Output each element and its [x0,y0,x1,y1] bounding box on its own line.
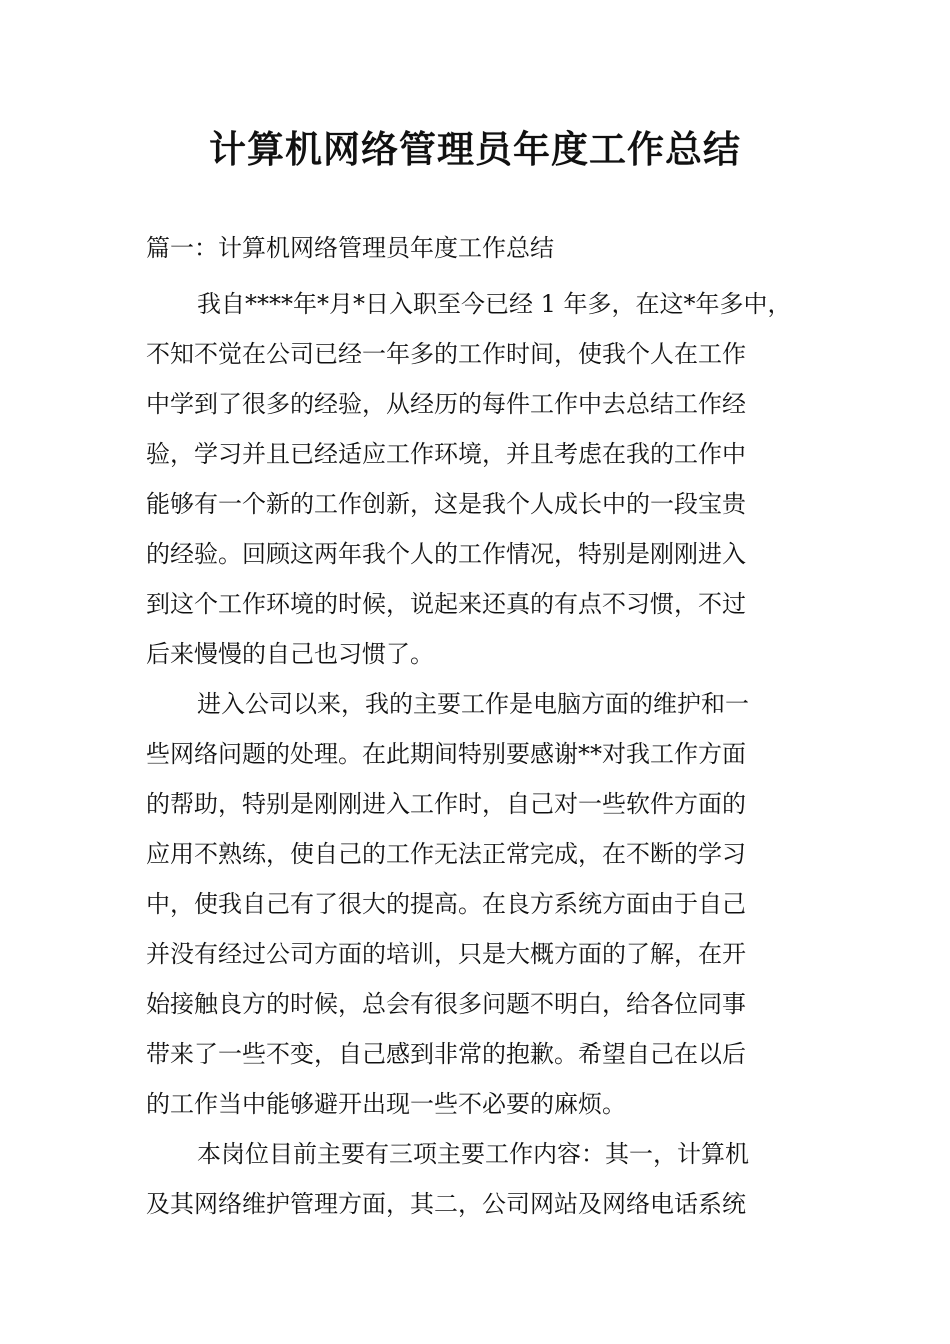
paragraph-line: 本岗位目前主要有三项主要工作内容：其一，计算机 [197,1140,749,1168]
paragraph-line: 我自****年*月*日入职至今已经 1 年多，在这*年多中， [197,290,792,318]
paragraph-line: 的帮助，特别是刚刚进入工作时，自己对一些软件方面的 [146,790,746,818]
paragraph-line: 后来慢慢的自己也习惯了。 [146,640,434,668]
document-title: 计算机网络管理员年度工作总结 [209,128,741,171]
paragraph-line: 不知不觉在公司已经一年多的工作时间，使我个人在工作 [146,340,746,368]
paragraph-line: 到这个工作环境的时候，说起来还真的有点不习惯，不过 [146,590,746,618]
paragraph-line: 中学到了很多的经验，从经历的每件工作中去总结工作经 [146,390,746,418]
paragraph-1 [146,279,826,679]
paragraph-line: 带来了一些不变，自己感到非常的抱歉。希望自己在以后 [146,1040,746,1068]
paragraph-line: 并没有经过公司方面的培训，只是大概方面的了解，在开 [146,940,746,968]
paragraph-line: 些网络问题的处理。在此期间特别要感谢**对我工作方面 [146,740,746,768]
paragraph-line: 的经验。回顾这两年我个人的工作情况，特别是刚刚进入 [146,540,746,568]
paragraph-line: 的工作当中能够避开出现一些不必要的麻烦。 [146,1090,626,1118]
paragraph-3 [146,1129,826,1229]
paragraph-line: 进入公司以来，我的主要工作是电脑方面的维护和一 [197,690,749,718]
paragraph-2 [146,679,826,1129]
paragraph-line: 始接触良方的时候，总会有很多问题不明白，给各位同事 [146,990,746,1018]
paragraph-line: 中，使我自己有了很大的提高。在良方系统方面由于自己 [146,890,746,918]
paragraph-line: 验，学习并且已经适应工作环境，并且考虑在我的工作中 [146,440,746,468]
section-heading: 篇一：计算机网络管理员年度工作总结 [146,234,554,262]
paragraph-line: 能够有一个新的工作创新，这是我个人成长中的一段宝贵 [146,490,746,518]
paragraph-line: 及其网络维护管理方面，其二，公司网站及网络电话系统 [146,1190,746,1218]
paragraph-line: 应用不熟练，使自己的工作无法正常完成，在不断的学习 [146,840,746,868]
document-body [146,279,826,1229]
